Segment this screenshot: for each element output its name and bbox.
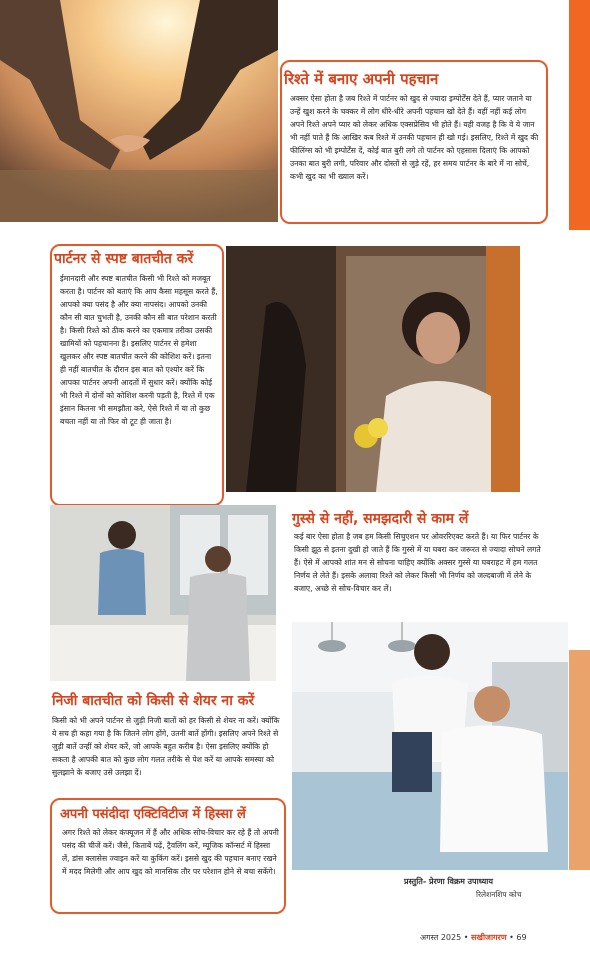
section-talk-heading: पार्टनर से स्पष्ट बातचीत करें (54, 251, 194, 267)
page-footer (420, 932, 527, 943)
section-anger-body: कई बार ऐसा होता है जब हम किसी सिचुएशन पर ओवररिएक्ट करते हैं। या फिर पार्टनर के किसी झूठ से इतना दुखी हो जाते हैं कि गुस्से में या घबरा कर जरूरत से ज्यादा सोचने लगते हैं। ऐसे में आपको शांत मन से सोचना चाहिए क्योंकि अक्सर गुस्से या घबराहट में हम गलत निर्णय ले लेते हैं। इसके अलावा रिश्ते को लेकर किसी भी निर्णय को जल्दबाजी में लेने के बजाए, अच्छे से सोच-विचार कर लें। (294, 532, 541, 593)
section-identity-heading: रिश्ते में बनाए अपनी पहचान (284, 70, 439, 88)
section-private-heading: निजी बातचीत को किसी से शेयर ना करें (52, 693, 255, 709)
photo-couple-arguing (50, 505, 276, 681)
footer-date: अगस्त 2025 • (420, 933, 469, 942)
photo-couple-holding-hands (0, 0, 278, 222)
photo-couple-on-sofa (292, 622, 568, 870)
footer-page-number: • 69 (509, 933, 527, 942)
photo-woman-at-mirror (226, 246, 520, 492)
section-activities-body: अगर रिश्ते को लेकर कंफ्यूजन में हैं और अधिक सोच-विचार कर रहे हैं तो अपनी पसंद की चीजें करें। जैसे, किताबें पढ़ें, ट्रैवलिंग करें, म्यूजिक कॉन्सर्ट में हिस्सा लें, डांस क्लासेस ज्वाइन करें या कुकिंग करें। इससे खुद की पहचान बनाए रखने में मदद मिलेगी और आप खुद को मानसिक तौर पर परेशान होने से बचा सकेंगे। (62, 828, 279, 876)
credit-role: रिलेशनशिप कोच (476, 890, 522, 899)
section-activities-heading: अपनी पसंदीदा एक्टिविटीज में हिस्सा लें (60, 807, 246, 822)
accent-stripe-bottom (569, 650, 590, 870)
section-identity-body: अक्सर ऐसा होता है जब रिश्ते में पार्टनर को खुद से ज्यादा इम्पोर्टेंस देते हैं, प्यार जताने या उन्हें खुश करने के चक्कर में लोग धीरे-धीरे अपनी पहचान खो देते हैं। वहीं नहीं कई लोग अपने रिश्ते अपने प्यार को लेकर अधिक एक्सप्रेसिव भी होते हैं। यही वजह है कि वे ये जान भी नहीं पाते हैं कि आखिर कब रिश्ते में उनकी पहचान ही खो गई। इसलिए, रिश्ते में खुद की फीलिंग्स को भी इम्पोर्टेंस दें, कोई बात बुरी लगे तो पार्टनर को एहसास दिलाएं कि आपको उनका बात बुरी लगी, परिवार और दोस्तों से जुड़े रहें, हर समय पार्टनर के बारे में ना सोचें, कभी खुद का भी ख्याल करें। (290, 94, 539, 181)
section-private-body: किसी को भी अपने पार्टनर से जुड़ी निजी बातों को हर किसी से शेयर ना करें। क्योंकि ये सच ही कहा गया है कि जितने लोग होंगे, उतनी बातें होंगी। इसलिए अपने रिश्ते से जुड़ी बातें उन्हीं को शेयर करें, जो आपके बहुत करीब है। ऐसा इसलिए क्योंकि हो सकता है आपकी बात को कुछ लोग गलत तरीके से पेश करें या आपके समस्या को सुलझाने के बजाए उसे उलझा दें। (52, 716, 280, 777)
footer-brand: सखी (471, 933, 486, 942)
section-talk-body: ईमानदारी और स्पष्ट बातचीत किसी भी रिश्ते को मजबूत करता है। पार्टनर को बताएं कि आप कैसा महसूस करते हैं, आपको क्या पसंद है और क्या नापसंद। आपको उनकी कौन सी बात चुभती है, उनकी कौन सी बात परेशान करती है। किसी रिश्ते को ठीक करने का एकमात्र तरीका उसकी खामियों को पहचानना है। इसलिए पार्टनर से हमेशा खुलकर और स्पष्ट बातचीत करने की कोशिश करें। इतना ही नहीं बातचीत के दौरान इस बात को एश्योर करें कि आपका पार्टनर अपनी आदतों में सुधार करें। क्योंकि कोई भी रिश्ते में दोनों को कोशिश करनी पड़ती है, रिश्ते में एक इंसान कितना भी समझौता करे, ऐसे रिश्ते में या तो कुछ बचता नहीं या तो फिर वो टूट ही जाता है। (60, 274, 218, 426)
accent-stripe-top (569, 0, 590, 230)
section-anger-heading: गुस्से से नहीं, समझदारी से काम लें (292, 511, 469, 527)
credit-author: प्रस्तुति- प्रेरणा विक्रम उपाध्याय (404, 877, 494, 886)
footer-brand2: जागरण (485, 933, 507, 942)
